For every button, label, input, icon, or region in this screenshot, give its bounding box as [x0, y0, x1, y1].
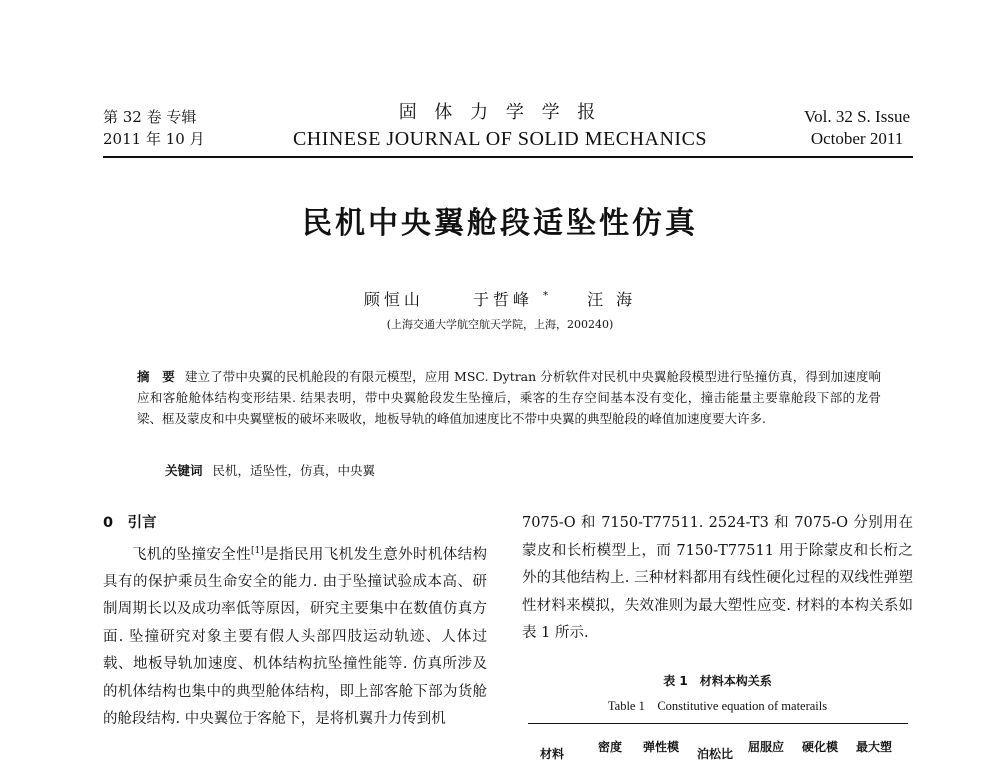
- date-cn: 2011 年 10 月: [103, 130, 205, 148]
- table-header-cell: 硬化模: [802, 740, 839, 754]
- header-left: [103, 106, 205, 150]
- table-header-cell: 屈服应: [748, 740, 785, 754]
- table-header-cell: 密度: [598, 740, 623, 754]
- materials-paragraph: 7075-O 和 7150-T77511. 2524-T3 和 7075-O 分别用在蒙皮和长桁模型上，而 7150-T77511 用于除蒙皮和长桁之外的其他结构上. 三种材料都用有线性硬化过程的双线性弹塑性材料来模拟，失效准则为最大塑性应变. 材料的本构关系如表 1 所示.: [522, 515, 913, 641]
- affiliation: (上海交通大学航空航天学院，上海，200240): [386, 318, 614, 331]
- citation: [1]: [251, 545, 264, 556]
- table-top-rule: [528, 723, 908, 724]
- paper-title: 民机中央翼舱段适坠性仿真: [302, 206, 698, 241]
- table-caption-cn: 表 1 材料本构关系: [663, 674, 772, 688]
- volume-en: Vol. 32 S. Issue: [804, 107, 910, 126]
- table-caption-en: Table 1 Constitutive equation of materails: [607, 699, 828, 713]
- header-right: [804, 106, 910, 150]
- intro-paragraph: 飞机的坠撞安全性[1]是指民用飞机发生意外时机体结构具有的保护乘员生命安全的能力. 由于坠撞试验成本高、研制周期长以及成功率低等原因，研究主要集中在数值仿真方面. 坠撞研究对象主要有假人头部四肢运动轨迹、人体过载、地板导轨加速度、机体结构抗坠撞性能等. 仿真所涉及的机体结构也集中的典型舱体结构，即上部客舱下部为货舱的舱段结构. 中央翼位于客舱下，是将机翼升力传到机: [103, 545, 488, 728]
- keywords: [165, 461, 375, 479]
- table-header-cell: 弹性模: [643, 740, 680, 754]
- author: 汪 海: [587, 290, 637, 309]
- authors: [0, 287, 1000, 310]
- journal-title-en: CHINESE JOURNAL OF SOLID MECHANICS: [292, 128, 708, 150]
- table-header-cell: 最大塑: [856, 740, 893, 754]
- keywords-label: 关键词: [165, 463, 203, 478]
- author: 于哲峰 *: [472, 290, 548, 309]
- right-column: [522, 510, 913, 648]
- abstract: [137, 366, 881, 429]
- keywords-text: 民机，适坠性，仿真，中央翼: [212, 463, 376, 478]
- abstract-text: 建立了带中央翼的民机舱段的有限元模型，应用 MSC. Dytran 分析软件对民机中央翼舱段模型进行坠撞仿真，得到加速度响应和客舱舱体结构变形结果. 结果表明，带中央翼舱段发生坠撞后，乘客的生存空间基本没有变化，撞击能量主要靠舱段下部的龙骨梁、框及蒙皮和中央翼壁板的破坏来吸收，地板导轨的峰值加速度比不带中央翼的典型舱段的峰值加速度要大许多.: [137, 369, 881, 426]
- date-en: October 2011: [810, 129, 904, 148]
- left-column: [103, 510, 487, 734]
- abstract-label: 摘 要: [137, 369, 175, 384]
- author: 顾恒山: [363, 290, 424, 309]
- table-header-cell: 泊松比: [697, 747, 734, 761]
- table-header-cell: 材料: [540, 747, 565, 761]
- journal-title-cn: 固 体 力 学 学 报: [398, 102, 602, 123]
- header-rule: [103, 156, 913, 158]
- volume-cn: 第 32 卷 专辑: [103, 108, 197, 126]
- section-heading: 0 引言: [103, 515, 157, 531]
- header-center: [270, 100, 730, 152]
